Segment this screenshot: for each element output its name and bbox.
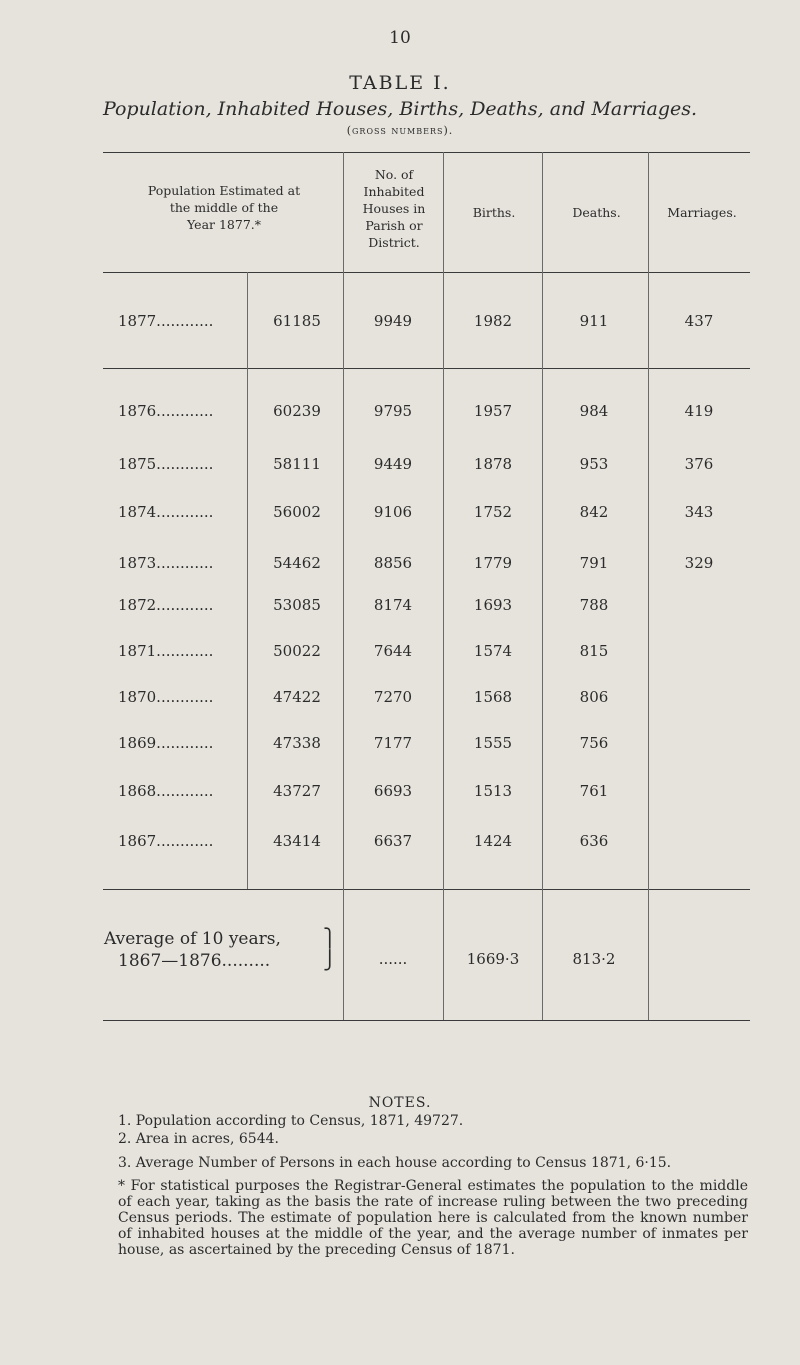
col-line-5 bbox=[648, 152, 649, 1020]
row-births: 1424 bbox=[473, 832, 513, 850]
header-births: Births. bbox=[472, 205, 516, 220]
row-year: 1868............ bbox=[118, 782, 214, 800]
brace-mark: ⎫ ⎭ bbox=[323, 928, 337, 971]
notes-title: NOTES. bbox=[368, 1095, 432, 1111]
header-houses-line: Houses in bbox=[362, 201, 426, 216]
row-births: 1878 bbox=[473, 455, 513, 473]
row-deaths: 756 bbox=[579, 734, 609, 752]
row-year: 1869............ bbox=[118, 734, 214, 752]
row-population: 43727 bbox=[273, 782, 321, 800]
header-population-line: Year 1877.* bbox=[187, 217, 261, 232]
row-houses: 6637 bbox=[373, 832, 413, 850]
row-deaths: 815 bbox=[579, 642, 609, 660]
row-population: 47422 bbox=[273, 688, 321, 706]
page-number: 10 bbox=[389, 28, 411, 48]
row-population: 53085 bbox=[273, 596, 321, 614]
note-item: 2. Area in acres, 6544. bbox=[118, 1131, 279, 1147]
col-line-4 bbox=[542, 152, 543, 1020]
col-line-1 bbox=[247, 272, 248, 889]
row-marriages: 376 bbox=[684, 455, 714, 473]
row-houses: 9795 bbox=[373, 402, 413, 420]
rule-top bbox=[103, 152, 750, 153]
row-population: 50022 bbox=[273, 642, 321, 660]
table-title: TABLE I. bbox=[349, 72, 451, 94]
row-year: 1873............ bbox=[118, 554, 214, 572]
average-houses: ...... bbox=[378, 950, 408, 968]
current-houses: 9949 bbox=[373, 312, 413, 330]
row-houses: 7270 bbox=[373, 688, 413, 706]
row-marriages: 419 bbox=[684, 402, 714, 420]
row-houses: 8174 bbox=[373, 596, 413, 614]
average-label bbox=[104, 928, 281, 972]
table-subtitle: Population, Inhabited Houses, Births, Deaths, and Marriages. bbox=[102, 98, 698, 120]
row-marriages: 329 bbox=[684, 554, 714, 572]
header-deaths: Deaths. bbox=[572, 205, 621, 220]
header-population bbox=[108, 182, 340, 233]
row-year: 1876............ bbox=[118, 402, 214, 420]
average-label-line1: Average of 10 years, bbox=[104, 929, 281, 949]
row-births: 1555 bbox=[473, 734, 513, 752]
note-item: 3. Average Number of Persons in each house according to Census 1871, 6·15. bbox=[118, 1155, 672, 1171]
row-houses: 7644 bbox=[373, 642, 413, 660]
row-marriages: 343 bbox=[684, 503, 714, 521]
table-note: (gross numbers). bbox=[346, 124, 454, 137]
header-houses-line: District. bbox=[368, 235, 420, 250]
row-population: 58111 bbox=[273, 455, 321, 473]
row-year: 1875............ bbox=[118, 455, 214, 473]
header-houses bbox=[346, 166, 442, 251]
average-deaths: 813·2 bbox=[572, 950, 616, 968]
row-deaths: 842 bbox=[579, 503, 609, 521]
row-year: 1874............ bbox=[118, 503, 214, 521]
row-houses: 9106 bbox=[373, 503, 413, 521]
row-deaths: 761 bbox=[579, 782, 609, 800]
row-deaths: 984 bbox=[579, 402, 609, 420]
row-deaths: 636 bbox=[579, 832, 609, 850]
row-births: 1574 bbox=[473, 642, 513, 660]
current-marriages: 437 bbox=[684, 312, 714, 330]
row-population: 43414 bbox=[273, 832, 321, 850]
row-houses: 6693 bbox=[373, 782, 413, 800]
row-deaths: 791 bbox=[579, 554, 609, 572]
header-marriages: Marriages. bbox=[667, 205, 737, 220]
current-deaths: 911 bbox=[579, 312, 609, 330]
rule-header-bottom bbox=[103, 272, 750, 273]
row-births: 1513 bbox=[473, 782, 513, 800]
col-line-2 bbox=[343, 152, 344, 1020]
rule-before-average bbox=[103, 889, 750, 890]
rule-after-current bbox=[103, 368, 750, 369]
row-houses: 8856 bbox=[373, 554, 413, 572]
row-year: 1872............ bbox=[118, 596, 214, 614]
note-item: 1. Population according to Census, 1871, 49727. bbox=[118, 1113, 464, 1129]
row-population: 47338 bbox=[273, 734, 321, 752]
average-births: 1669·3 bbox=[466, 950, 520, 968]
row-births: 1957 bbox=[473, 402, 513, 420]
col-line-3 bbox=[443, 152, 444, 1020]
row-population: 54462 bbox=[273, 554, 321, 572]
row-year: 1870............ bbox=[118, 688, 214, 706]
row-houses: 7177 bbox=[373, 734, 413, 752]
row-births: 1693 bbox=[473, 596, 513, 614]
header-houses-line: Inhabited bbox=[363, 184, 425, 199]
current-population: 61185 bbox=[273, 312, 321, 330]
header-houses-line: Parish or bbox=[365, 218, 423, 233]
current-year: 1877............ bbox=[118, 312, 214, 330]
footnote: * For statistical purposes the Registrar-General estimates the population to the middle of each year, taking as the basis the rate of increase ruling between the two preceding Census periods. The estimate of population here is calculated from the known number of inhabited houses at the middle of the year, and the average number of inmates per house, as ascertained by the preceding Census of 1871. bbox=[118, 1178, 748, 1258]
row-deaths: 953 bbox=[579, 455, 609, 473]
row-births: 1779 bbox=[473, 554, 513, 572]
header-houses-line: No. of bbox=[374, 167, 414, 182]
current-births: 1982 bbox=[473, 312, 513, 330]
row-houses: 9449 bbox=[373, 455, 413, 473]
row-year: 1871............ bbox=[118, 642, 214, 660]
row-births: 1568 bbox=[473, 688, 513, 706]
row-deaths: 788 bbox=[579, 596, 609, 614]
header-population-line: Population Estimated at bbox=[147, 183, 301, 198]
row-population: 60239 bbox=[273, 402, 321, 420]
header-population-line: the middle of the bbox=[169, 200, 279, 215]
row-population: 56002 bbox=[273, 503, 321, 521]
average-label-line2: 1867—1876......... bbox=[118, 951, 271, 971]
row-births: 1752 bbox=[473, 503, 513, 521]
row-year: 1867............ bbox=[118, 832, 214, 850]
rule-bottom bbox=[103, 1020, 750, 1021]
row-deaths: 806 bbox=[579, 688, 609, 706]
